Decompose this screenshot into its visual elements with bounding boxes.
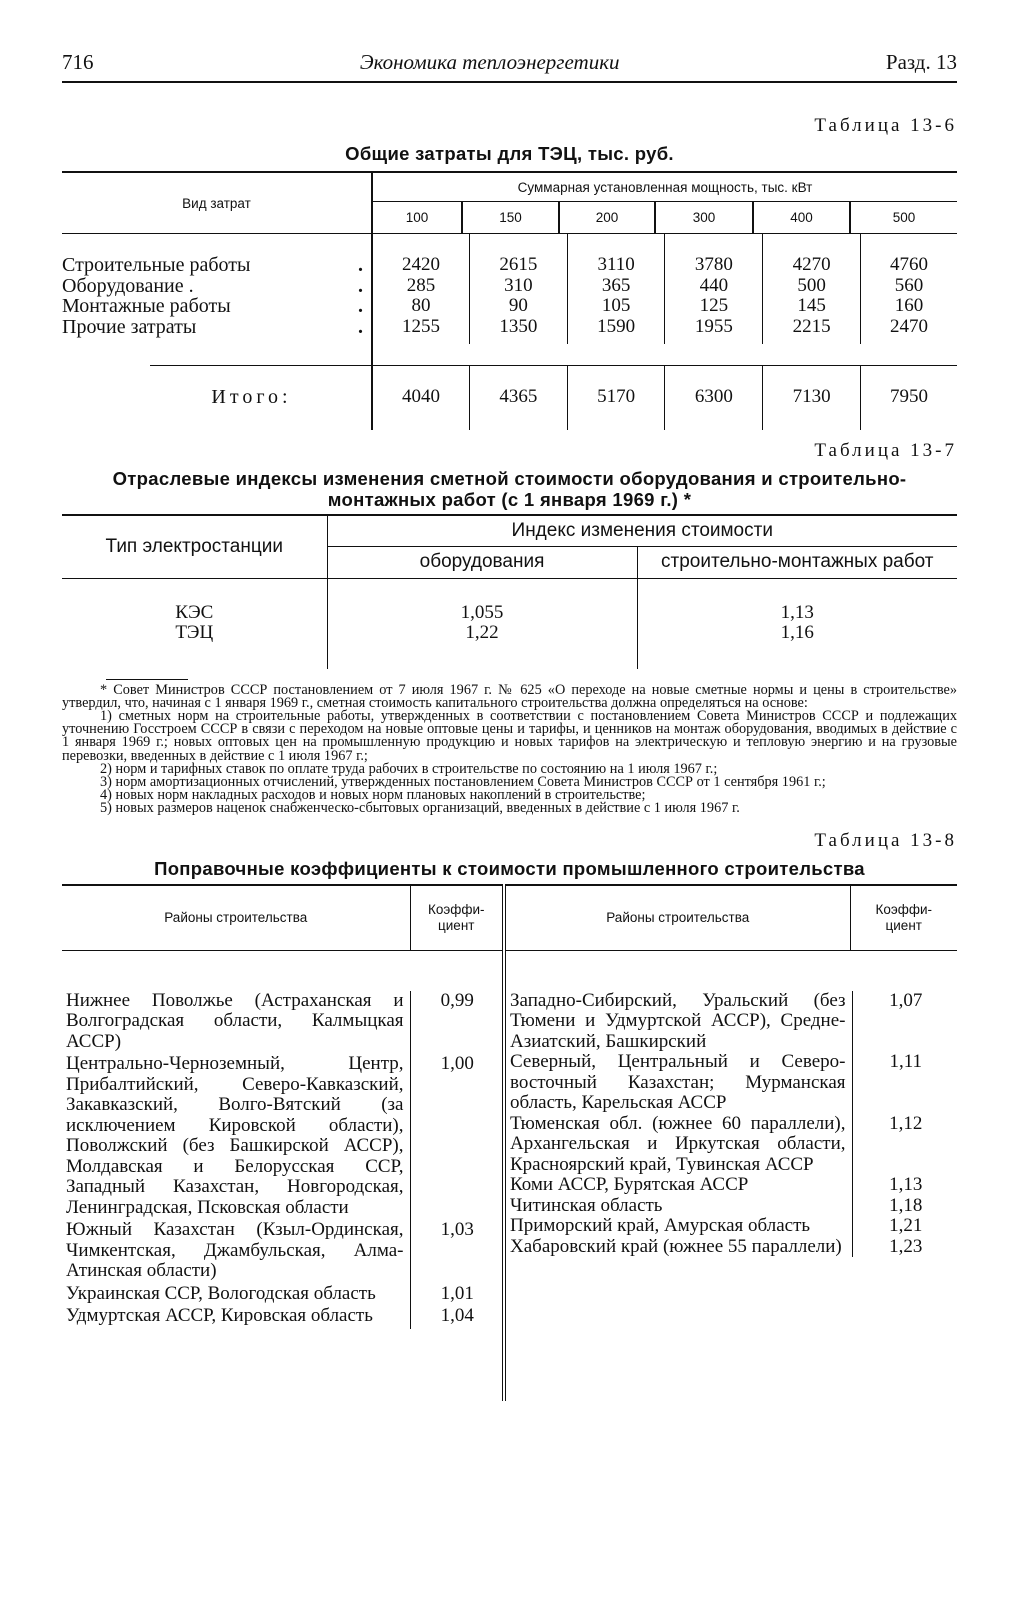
- region-name: Хабаровский край (южнее 55 параллели): [510, 1235, 842, 1257]
- capacity-header: 500: [850, 202, 957, 234]
- region-name: Центрально-Черноземный, Центр, Прибалтийский, Северо-Кавказский, Закавказский, Волго-Вятский (за исключением Кировской области), Поволжский (без Башкирской АССР), Молдавская и Белорусская ССР, Западный Казахстан, Новгородская, Ленинградская, Псковская области: [66, 1053, 404, 1218]
- coefficient-value: 1,21: [852, 1216, 959, 1237]
- equipment-index: 1,22: [465, 621, 499, 643]
- footnote-intro: * Совет Министров СССР постановлением от 7 июля 1967 г. № 625 «О переходе на новые сметные нормы и цены в строительстве» утвердил, что, начиная с 1 января 1969 г., сметная стоимость капитального строительства должна определяться на основе:: [62, 681, 957, 711]
- construction-index: 1,13: [780, 601, 814, 623]
- cost-value: 2615: [499, 254, 538, 275]
- total-values-area: [372, 365, 957, 430]
- cost-value: 500: [797, 274, 826, 296]
- document-page: [62, 50, 957, 1401]
- footnote-item: 1) сметных норм на строительные работы, утвержденных в соответствии с постановлением Совета Министров СССР и подлежащих уточнению Госстроем СССР в связи с переходом на новые оптовые цены и тарифы, и ценников на монтаж оборудования, вводимых в действие с 1 января 1969 г.; новых оптовых цен на промышленную продукцию и новых тарифов на электрическую и тепловую энергию и на грузовые перевозки, введенных в действие с 1 июля 1967 г.;: [62, 707, 957, 764]
- right-half: [504, 950, 957, 1401]
- capacity-header: 300: [655, 202, 753, 234]
- section-label: Разд. 13: [885, 50, 957, 74]
- capacity-header: 150: [462, 202, 559, 234]
- table-13-6: [62, 171, 957, 430]
- cost-value: 90: [508, 295, 528, 316]
- cost-value: 80: [411, 295, 431, 316]
- cost-value-column: [567, 234, 665, 344]
- coefficient-row: [62, 1306, 504, 1329]
- cost-value: 4270: [792, 254, 831, 275]
- footnote-rule: [106, 679, 188, 680]
- equipment-col-header: оборудования: [327, 546, 637, 578]
- region-name: Нижнее Поволжье (Астраханская и Волгоградская области, Калмыцкая АССР): [66, 989, 404, 1052]
- station-type: КЭС: [175, 601, 214, 623]
- capacity-header: 100: [372, 202, 462, 234]
- total-value: 6300: [665, 366, 763, 430]
- coefficient-row: [506, 1052, 959, 1114]
- capacity-header: 400: [753, 202, 850, 234]
- region-name: Украинская ССР, Вологодская область: [66, 1282, 376, 1304]
- cost-value-column: [665, 234, 763, 344]
- coefficient-value: 1,18: [852, 1196, 959, 1217]
- coefficient-row: [62, 1284, 504, 1307]
- cost-value: 365: [601, 274, 631, 296]
- total-value: 4040: [401, 386, 440, 408]
- cost-row-name: [62, 276, 371, 297]
- region-name: Тюменская обл. (южнее 60 параллели), Архангельская и Иркутская области, Красноярский край, Тувинская АССР: [510, 1112, 846, 1175]
- cost-type-header: Вид затрат: [62, 172, 372, 234]
- table-13-6-label: Таблица 13-6: [814, 115, 957, 136]
- table-13-7-title-line2: монтажных работ (с 1 января 1969 г.) *: [327, 488, 692, 510]
- leader-dot: .: [358, 315, 363, 338]
- cost-value: 1955: [694, 315, 733, 337]
- coefficient-value: 1,03: [410, 1220, 504, 1284]
- left-half-table: [62, 991, 504, 1329]
- cost-value: 4760: [889, 254, 928, 275]
- total-label: Итого:: [211, 385, 292, 408]
- cost-value: 1255: [401, 315, 440, 337]
- cost-value: 440: [699, 274, 729, 296]
- cost-values: [373, 234, 957, 344]
- index-group-header: Индекс изменения стоимости: [327, 515, 957, 547]
- right-half-table: [506, 991, 959, 1258]
- cost-value: 3780: [694, 254, 733, 275]
- construction-indices: [637, 578, 957, 669]
- region-name: Северный, Центральный и Северо-восточный Казахстан; Мурманская область, Карельская АССР: [510, 1051, 846, 1114]
- cost-value: 2470: [889, 315, 928, 337]
- coefficient-row: [506, 1175, 959, 1196]
- table-13-7: [62, 514, 957, 669]
- total-value: 5170: [567, 366, 665, 430]
- cost-type-label: Строительные работы: [62, 254, 251, 276]
- capacity-group-header: Суммарная установленная мощность, тыс. кВт: [372, 172, 957, 202]
- total-label-cell: [62, 365, 372, 430]
- cost-value: 105: [601, 295, 631, 316]
- coefficient-row: [506, 1114, 959, 1176]
- total-value: 7950: [860, 366, 957, 430]
- footnote-item: 2) норм и тарифных ставок по оплате труда рабочих в строительстве по состоянию на 1 июля 1967 г.;: [100, 760, 718, 777]
- leader-dot: .: [358, 254, 363, 276]
- cost-values-area: [372, 234, 957, 366]
- coefficient-value: 1,04: [410, 1306, 504, 1329]
- station-types: [62, 578, 327, 669]
- cost-value-column: [469, 234, 567, 344]
- table-13-7-title-line1: Отраслевые индексы изменения сметной стоимости оборудования и строительно-: [112, 467, 907, 489]
- left-coef-header: Коэффи- циент: [410, 885, 504, 951]
- chapter-title: Экономика теплоэнергетики: [359, 50, 620, 74]
- cost-value: 3110: [597, 254, 635, 275]
- table-13-6-title: Общие затраты для ТЭЦ, тыс. руб.: [345, 143, 674, 164]
- coefficient-value: 1,01: [410, 1284, 504, 1307]
- region-name: Удмуртская АССР, Кировская область: [66, 1305, 373, 1327]
- cost-value: 145: [797, 295, 826, 316]
- cost-type-label: Прочие затраты: [62, 315, 197, 338]
- total-value: 4365: [469, 366, 567, 430]
- region-name: Коми АССР, Бурятская АССР: [510, 1174, 749, 1196]
- cost-value: 2420: [401, 254, 440, 275]
- footnote-item: 5) новых размеров наценок снабженческо-сбытовых организаций, введенных в действие с 1 июля 1967 г.: [100, 800, 740, 817]
- capacity-header: 200: [559, 202, 655, 234]
- cost-type-names: [62, 234, 372, 366]
- construction-index: 1,16: [780, 621, 814, 643]
- station-type-header: Тип электростанции: [62, 515, 327, 579]
- station-type: ТЭЦ: [175, 621, 214, 643]
- coefficient-row: [62, 1054, 504, 1220]
- table-13-8-title: Поправочные коэффициенты к стоимости промышленного строительства: [154, 857, 865, 879]
- table-13-8-label: Таблица 13-8: [814, 829, 957, 851]
- cost-value: 1350: [499, 315, 538, 337]
- cost-value: 285: [406, 274, 436, 296]
- region-name: Южный Казахстан (Кзыл-Ординская, Чимкентская, Джамбульская, Алма-Атинская области): [66, 1219, 404, 1282]
- total-value: 7130: [763, 366, 861, 430]
- left-half: [62, 950, 504, 1401]
- running-header: [62, 50, 957, 83]
- coefficient-row: [62, 1220, 504, 1284]
- cost-value: 160: [894, 295, 924, 316]
- cost-value-column: [373, 234, 469, 344]
- coefficient-value: 1,11: [852, 1052, 959, 1114]
- cost-value: 560: [894, 274, 924, 296]
- cost-value: 125: [699, 295, 729, 316]
- region-name: Западно-Сибирский, Уральский (без Тюмени и Удмуртской АССР), Средне-Азиатский, Башкирский: [510, 989, 846, 1052]
- cost-value: 1590: [597, 315, 636, 337]
- region-name: Читинская область: [510, 1194, 663, 1216]
- coefficient-value: 1,07: [852, 991, 959, 1053]
- cost-value-column: [763, 234, 861, 344]
- construction-col-header: строительно-монтажных работ: [637, 546, 957, 578]
- cost-row-name: [62, 255, 371, 276]
- equipment-index: 1,055: [460, 601, 504, 623]
- table-13-8: [62, 884, 957, 1401]
- table-13-7-label: Таблица 13-7: [814, 439, 957, 461]
- right-coef-header: Коэффи- циент: [850, 885, 957, 951]
- coefficient-value: 1,00: [410, 1054, 504, 1220]
- total-values: [373, 366, 957, 430]
- coefficient-row: [62, 991, 504, 1055]
- leader-dot: .: [358, 274, 363, 297]
- coefficient-value: 1,12: [852, 1114, 959, 1176]
- cost-type-label: Монтажные работы: [62, 295, 231, 317]
- cost-value: 2215: [792, 315, 831, 337]
- cost-row-name: [62, 296, 371, 317]
- coefficient-row: [506, 991, 959, 1053]
- equipment-indices: [327, 578, 637, 669]
- cost-value-column: [860, 234, 957, 344]
- right-region-header: Районы строительства: [504, 885, 850, 951]
- footnote-item: 3) норм амортизационных отчислений, утвержденных постановлением Совета Министров СССР от 1 сентября 1961 г.;: [100, 773, 826, 790]
- coefficient-row: [506, 1237, 959, 1258]
- cost-row-name: [62, 317, 371, 338]
- region-name: Приморский край, Амурская область: [510, 1215, 811, 1237]
- coefficient-value: 1,13: [852, 1175, 959, 1196]
- leader-dot: .: [358, 295, 363, 317]
- footnote: [62, 681, 957, 817]
- coefficient-value: 1,23: [852, 1237, 959, 1258]
- left-region-header: Районы строительства: [62, 885, 410, 951]
- cost-type-label: Оборудование .: [62, 274, 194, 297]
- footnote-item: 4) новых норм накладных расходов и новых норм плановых накоплений в строительстве;: [100, 787, 646, 804]
- table-13-7-title: [62, 468, 957, 510]
- coefficient-value: 0,99: [410, 991, 504, 1055]
- page-number: 716: [62, 50, 94, 74]
- coefficient-row: [506, 1216, 959, 1237]
- cost-value: 310: [504, 274, 533, 296]
- coefficient-row: [506, 1196, 959, 1217]
